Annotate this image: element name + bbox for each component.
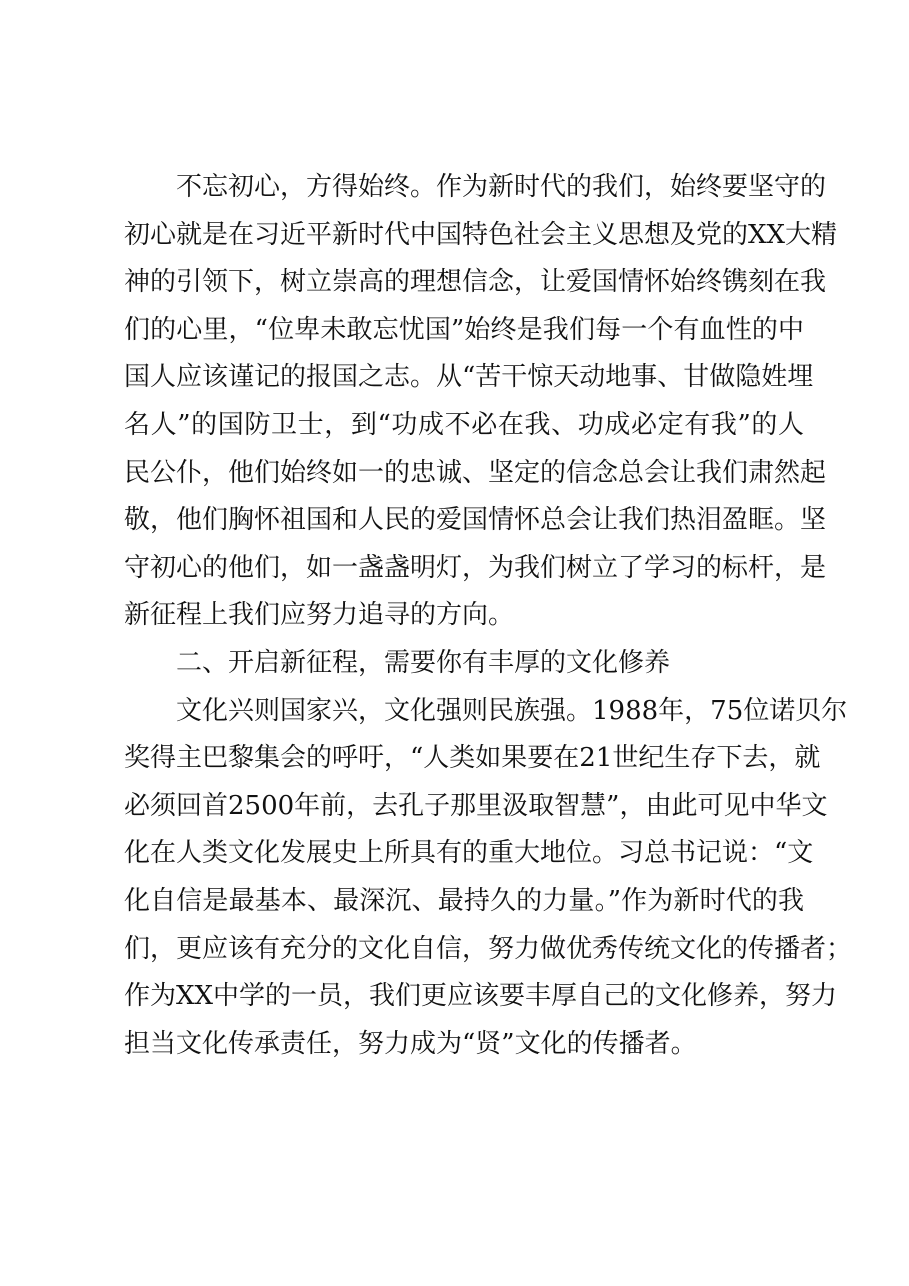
text-line: 神的引领下，树立崇高的理想信念，让爱国情怀始终镌刻在我	[124, 267, 827, 298]
paragraph-1	[124, 164, 838, 640]
text-line: 敬，他们胸怀祖国和人民的爱国情怀总会让我们热泪盈眶。坚	[124, 505, 827, 536]
text-line: 民公仆，他们始终如一的忠诚、坚定的信念总会让我们肃然起	[124, 457, 827, 488]
text-line: 们的心里，“位卑未敢忘忧国”始终是我们每一个有血性的中	[124, 314, 804, 345]
text-line: 国人应该谨记的报国之志。从“苦干惊天动地事、甘做隐姓埋	[124, 362, 814, 393]
text-line: 担当文化传承责任，努力成为“贤”文化的传播者。	[124, 1028, 697, 1059]
text-line: 奖得主巴黎集会的呼吁，“人类如果要在21世纪生存下去，就	[124, 743, 821, 774]
text-line: 文化兴则国家兴，文化强则民族强。1988年，75位诺贝尔	[176, 695, 848, 726]
text-line: 作为XX中学的一员，我们更应该要丰厚自己的文化修养，努力	[124, 981, 838, 1012]
text-line: 必须回首2500年前，去孔子那里汲取智慧”，由此可见中华文	[124, 790, 828, 821]
text-line: 化在人类文化发展史上所具有的重大地位。习总书记说：“文	[124, 838, 814, 869]
text-line: 不忘初心，方得始终。作为新时代的我们，始终要坚守的	[176, 172, 827, 202]
body-text	[124, 164, 853, 1068]
paragraph-2	[124, 688, 853, 1069]
text-line: 名人”的国防卫士，到“功成不必在我、功成必定有我”的人	[124, 409, 804, 440]
text-line: 们，更应该有充分的文化自信，努力做优秀传统文化的传播者；	[124, 933, 853, 964]
section-heading	[124, 640, 804, 688]
text-line: 守初心的他们，如一盏盏明灯，为我们树立了学习的标杆，是	[124, 552, 827, 583]
text-line: 初心就是在习近平新时代中国特色社会主义思想及党的XX大精	[124, 219, 838, 250]
text-line: 化自信是最基本、最深沉、最持久的力量。”作为新时代的我	[124, 885, 804, 916]
section-heading-text: 二、开启新征程，需要你有丰厚的文化修养	[176, 647, 671, 678]
text-line: 新征程上我们应努力追寻的方向。	[124, 600, 515, 631]
